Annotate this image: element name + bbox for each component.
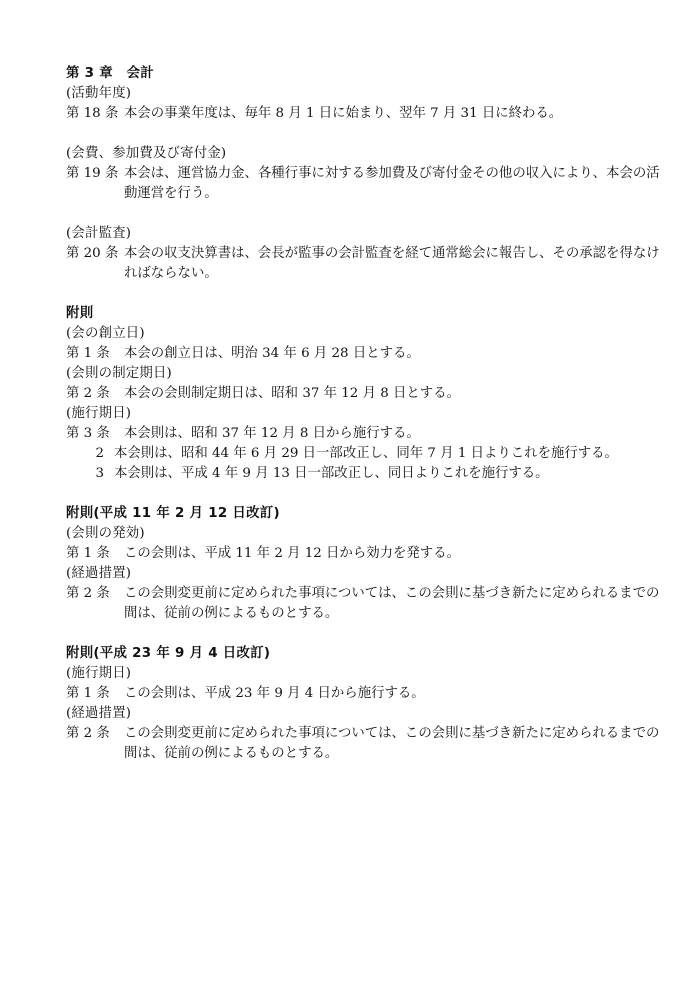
article-text: 本会則は、昭和 37 年 12 月 8 日から施行する。 bbox=[124, 426, 420, 441]
supp1-article-3-item-3 bbox=[66, 464, 666, 484]
item-text: 本会則は、平成 4 年 9 月 13 日一部改正し、同日よりこれを施行する。 bbox=[114, 466, 549, 481]
article-number: 第 2 条 bbox=[66, 586, 110, 601]
article-text: この会則変更前に定められた事項については、この会則に基づき新たに定められるまでの間は、従前の例によるものとする。 bbox=[124, 586, 660, 621]
article-caption: (活動年度) bbox=[66, 86, 132, 101]
article-text: この会則変更前に定められた事項については、この会則に基づき新たに定められるまでの間は、従前の例によるものとする。 bbox=[124, 726, 660, 761]
article-number: 第 1 条 bbox=[66, 346, 110, 361]
article-number: 第 19 条 bbox=[66, 166, 119, 181]
article-number: 第 3 条 bbox=[66, 426, 110, 441]
article-text: 本会の事業年度は、毎年 8 月 1 日に始まり、翌年 7 月 31 日に終わる。 bbox=[124, 106, 563, 121]
article-caption: (経過措置) bbox=[66, 706, 132, 721]
supp3-article-1 bbox=[66, 684, 666, 704]
item-number: 3 bbox=[95, 466, 104, 481]
chapter-heading: 第 3 章 会計 bbox=[66, 66, 154, 81]
article-number: 第 18 条 bbox=[66, 106, 119, 121]
article-text: この会則は、平成 11 年 2 月 12 日から効力を発する。 bbox=[124, 546, 460, 561]
article-number: 第 2 条 bbox=[66, 386, 110, 401]
supp1-article-2 bbox=[66, 384, 666, 404]
supp1-article-3 bbox=[66, 424, 666, 444]
article-18 bbox=[66, 104, 666, 124]
article-caption: (会則の発効) bbox=[66, 526, 145, 541]
supplementary-heading: 附則 bbox=[66, 306, 94, 321]
article-caption: (会費、参加費及び寄付金) bbox=[66, 146, 227, 161]
article-number: 第 1 条 bbox=[66, 686, 110, 701]
supp1-article-3-item-2 bbox=[66, 444, 666, 464]
article-20 bbox=[66, 244, 666, 284]
supplementary-heading: 附則(平成 11 年 2 月 12 日改訂) bbox=[66, 506, 280, 521]
article-caption: (会則の制定期日) bbox=[66, 366, 172, 381]
article-number: 第 2 条 bbox=[66, 726, 110, 741]
article-caption: (施行期日) bbox=[66, 666, 132, 681]
article-caption: (経過措置) bbox=[66, 566, 132, 581]
article-text: 本会の創立日は、明治 34 年 6 月 28 日とする。 bbox=[124, 346, 420, 361]
article-text: 本会は、運営協力金、各種行事に対する参加費及び寄付金その他の収入により、本会の活動運営を行う。 bbox=[124, 166, 660, 201]
supplementary-heading: 附則(平成 23 年 9 月 4 日改訂) bbox=[66, 646, 271, 661]
article-19 bbox=[66, 164, 666, 204]
article-text: この会則は、平成 23 年 9 月 4 日から施行する。 bbox=[124, 686, 425, 701]
article-number: 第 1 条 bbox=[66, 546, 110, 561]
article-caption: (会の創立日) bbox=[66, 326, 145, 341]
article-text: 本会の会則制定期日は、昭和 37 年 12 月 8 日とする。 bbox=[124, 386, 460, 401]
supp1-article-1 bbox=[66, 344, 666, 364]
article-number: 第 20 条 bbox=[66, 246, 119, 261]
article-text: 本会の収支決算書は、会長が監事の会計監査を経て通常総会に報告し、その承認を得なければならない。 bbox=[124, 246, 660, 281]
article-caption: (会計監査) bbox=[66, 226, 132, 241]
item-number: 2 bbox=[95, 446, 104, 461]
item-text: 本会則は、昭和 44 年 6 月 29 日一部改正し、同年 7 月 1 日よりこれを施行する。 bbox=[114, 446, 618, 461]
article-caption: (施行期日) bbox=[66, 406, 132, 421]
supp3-article-2 bbox=[66, 724, 666, 764]
document-page bbox=[66, 64, 666, 764]
supp2-article-1 bbox=[66, 544, 666, 564]
supp2-article-2 bbox=[66, 584, 666, 624]
